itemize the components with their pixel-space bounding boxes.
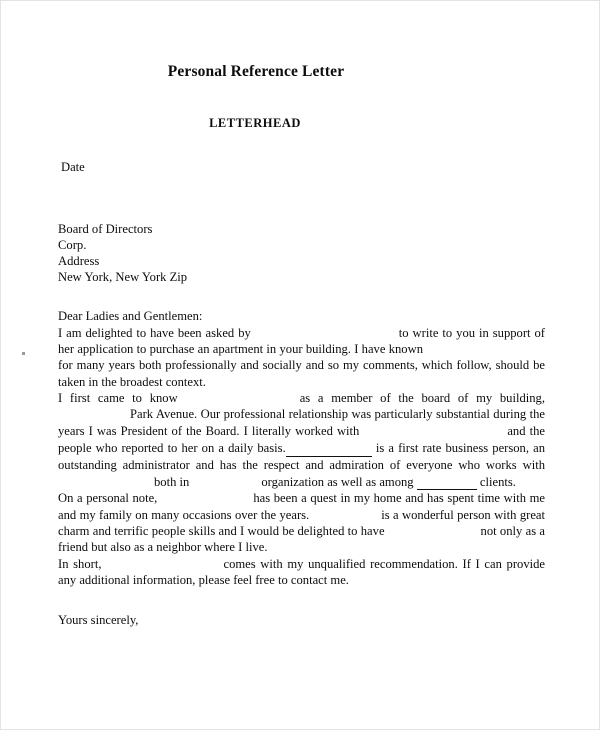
- paragraph-two-text-b: as a member of the board of my building,: [299, 391, 546, 406]
- paragraph-two-text-f: both in: [154, 474, 190, 489]
- recipient-line-city-state-zip: New York, New York Zip: [58, 270, 188, 285]
- paragraph-two-text-e: is a first rate business person, an outstanding administrator and has the respect and admiration of everyone who works with: [58, 441, 545, 472]
- organization-blank-1: [189, 474, 261, 490]
- paragraph-two: [58, 390, 545, 490]
- paragraph-four: [58, 556, 545, 589]
- salutation: Dear Ladies and Gentlemen:: [58, 309, 203, 324]
- name-rule-blank-1: [286, 439, 372, 456]
- paragraph-three-text-c: is a wonderful person with great charm and terrific people skills and I would be delighted to have: [58, 507, 546, 538]
- name-blank-2: [423, 341, 545, 357]
- paragraph-three-text-a: On a personal note,: [58, 491, 158, 506]
- paragraph-one: [58, 325, 545, 390]
- recipient-address-block: [58, 222, 545, 286]
- paragraph-four-text-b: comes with my unqualified recommendation. If I can provide any additional information, please feel free to contact me.: [58, 556, 545, 588]
- name-blank-8: [385, 523, 481, 539]
- clients-rule-blank-1: [417, 473, 477, 490]
- paragraph-two-text-c: Park Avenue. Our professional relationship was particularly substantial during the years I was President of the Board. I literally worked with: [58, 407, 545, 438]
- page-title: Personal Reference Letter: [167, 63, 345, 80]
- name-blank-5: [58, 474, 154, 490]
- paragraph-one-text-c: for many years both professionally and socially and so my comments, which follow, should be taken in the broadest context.: [58, 358, 545, 389]
- paragraph-three-text-b: has been a quest in my home and has spent time with me and my family on many occasions over the years.: [58, 491, 545, 522]
- name-blank-7: [309, 507, 381, 523]
- scan-artifact-speck: [22, 352, 25, 355]
- paragraph-one-text-b: to write to you in support of her application to purchase an apartment in your building. I have known: [58, 325, 545, 357]
- recipient-line-address: Address: [58, 254, 100, 269]
- paragraph-two-text-a: I first came to know: [58, 391, 178, 406]
- letter-body: [58, 159, 545, 629]
- paragraph-three-text-d: not only as a friend but also as a neighbor where I live.: [58, 523, 545, 555]
- paragraph-three: [58, 490, 545, 555]
- recipient-line-organization: Board of Directors: [58, 222, 153, 237]
- date-placeholder: Date: [61, 160, 85, 174]
- name-blank-6: [157, 490, 253, 506]
- name-blank-9: [101, 556, 223, 572]
- paragraph-two-text-g: organization as well as among: [261, 474, 414, 489]
- paragraph-two-text-d: and the people who reported to her on a daily basis.: [58, 423, 545, 456]
- paragraph-four-text-a: In short,: [58, 556, 102, 571]
- address-blank-1: [58, 406, 130, 422]
- paragraph-one-text-a: I am delighted to have been asked by: [58, 325, 251, 340]
- letterhead-heading: LETTERHEAD: [209, 116, 301, 130]
- name-blank-3: [178, 390, 300, 406]
- paragraph-two-text-h: clients.: [479, 474, 516, 489]
- name-blank-1: [251, 325, 399, 341]
- closing-salutation: Yours sincerely,: [58, 613, 139, 628]
- recipient-line-corp: Corp.: [58, 238, 87, 253]
- name-blank-4: [359, 423, 507, 439]
